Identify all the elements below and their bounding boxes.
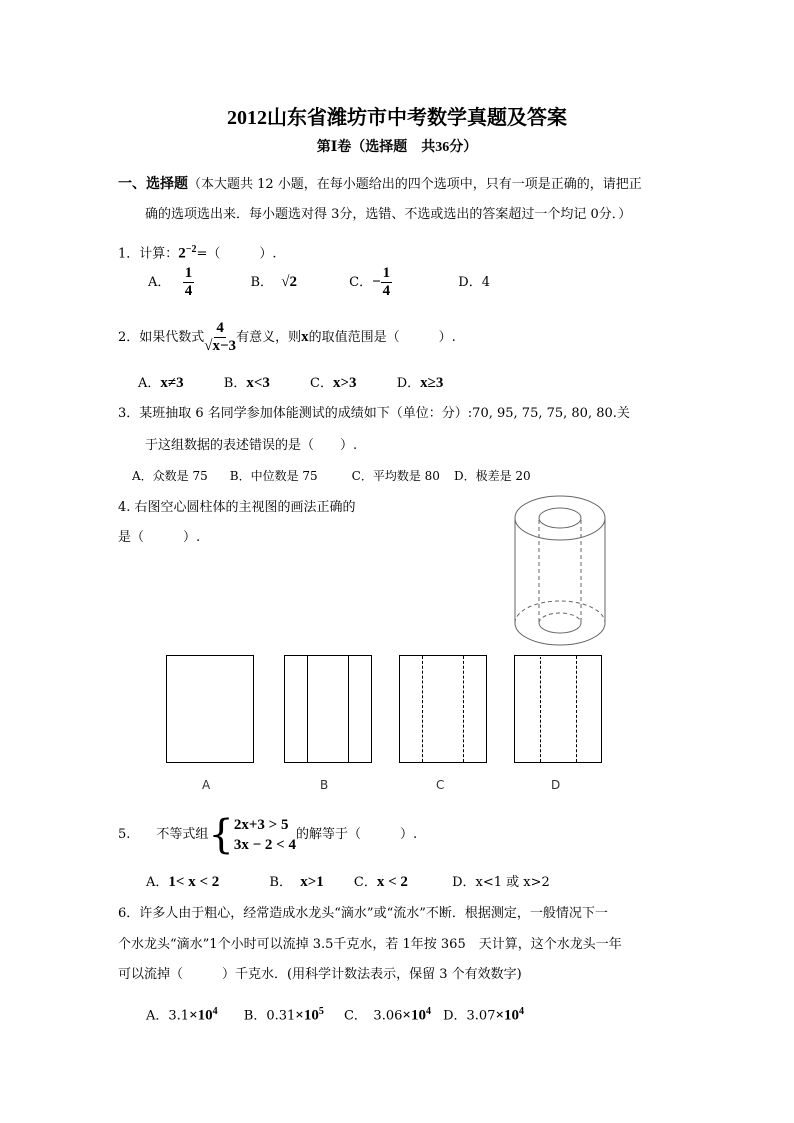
q2-suffix2: 的取值范围是（ ）. <box>308 330 456 345</box>
q6-d-exp: 4 <box>519 1006 525 1017</box>
q4-line2: 是（ ）. <box>118 530 201 545</box>
q2-d-value: x≥3 <box>420 375 444 391</box>
q1-options <box>148 264 490 301</box>
q3-line2: 于这组数据的表述错误的是（ ）. <box>145 438 358 453</box>
q6-option-c: C． 3.06 <box>343 1008 403 1024</box>
q6-line2: 个水龙头“滴水”1个小时可以流掉 3.5千克水，若 1年按 365 天计算，这个水龙头一年 <box>118 937 622 952</box>
q1-option-a: A． <box>148 275 171 290</box>
q2-fraction <box>204 320 236 355</box>
page-title: 2012山东省潍坊市中考数学真题及答案 <box>227 107 567 129</box>
den: 4 <box>184 283 193 299</box>
num: 1 <box>184 265 193 281</box>
intro-text: （本大题共 12 小题，在每小题给出的四个选项中，只有一项是正确的，请把正 <box>188 177 642 192</box>
q5-suffix: 的解等于（ ）. <box>295 827 418 842</box>
q6-line3: 可以流掉（ ）千克水．(用科学计数法表示，保留 3 个有效数字) <box>118 967 522 982</box>
q5-stem <box>118 812 417 858</box>
q2-prefix: 2．如果代数式 <box>118 330 205 345</box>
view-label-b: B <box>320 778 329 792</box>
q4-line1: 4. 右图空心圆柱体的主视图的画法正确的 <box>118 500 356 515</box>
q2-options <box>138 374 443 393</box>
num: 1 <box>382 265 391 281</box>
inequality-1: 2x+3 > 5 <box>233 816 289 833</box>
q6-b-exp: 5 <box>318 1006 324 1017</box>
section-label: 一、选择题 <box>118 177 188 192</box>
q6-a-exp: 4 <box>212 1006 218 1017</box>
q2-option-b: B． <box>223 376 247 391</box>
hollow-cylinder-figure <box>505 490 615 655</box>
q6-a-mult: ×10 <box>189 1007 213 1024</box>
q2-option-d: D． <box>396 376 421 391</box>
q6-c-exp: 4 <box>425 1006 431 1017</box>
q3-option-c: C．平均数是 80 <box>351 469 440 483</box>
q6-d-mult: ×10 <box>495 1007 520 1024</box>
num: 4 <box>216 320 224 336</box>
view-label-c: C <box>436 778 445 792</box>
brace: { <box>208 811 234 858</box>
q3-option-a: A．众数是 75 <box>132 469 208 483</box>
q1-base: 2 <box>178 245 186 262</box>
section-intro-cont: 确的选项选出来．每小题选对得 3分，选错、不选或选出的答案超过一个均记 0分．） <box>145 207 632 222</box>
q1-b-value: √2 <box>281 274 297 290</box>
q1-c-sign: − <box>372 274 381 290</box>
view-label-d: D <box>551 778 561 792</box>
q1-suffix: =（ ）. <box>196 246 277 262</box>
q1-option-d: D．4 <box>458 275 490 290</box>
q5-options <box>146 873 550 892</box>
q2-suffix: 有意义，则 <box>236 330 302 345</box>
view-label-a: A <box>202 778 211 792</box>
q2-var: x <box>301 329 309 345</box>
view-option-d <box>514 655 602 763</box>
q1-a-fraction <box>183 265 195 300</box>
den: √x−3 <box>204 338 237 354</box>
inequality-system <box>208 811 296 858</box>
q1-stem <box>118 241 277 263</box>
q1-option-b: B． <box>250 275 273 290</box>
q6-b-mult: ×10 <box>295 1007 319 1024</box>
q5-option-b: B． <box>269 875 292 890</box>
q3-line1: 3．某班抽取 6 名同学参加体能测试的成绩如下（单位：分）:70, 95, 75, 75, 80, 80.关 <box>118 406 630 421</box>
q6-options <box>146 1003 524 1025</box>
q2-option-a: A． <box>138 376 161 391</box>
q6-option-d: D．3.07 <box>443 1008 496 1024</box>
q1-exp: −2 <box>185 244 197 255</box>
inequality-2: 3x − 2 < 4 <box>233 836 296 853</box>
q6-c-mult: ×10 <box>402 1007 426 1024</box>
q2-c-value: x>3 <box>332 375 357 391</box>
den: 4 <box>382 283 391 299</box>
section-intro <box>118 176 642 194</box>
q5-prefix: 5. 不等式组 <box>118 827 209 842</box>
q6-option-a: A．3.1 <box>146 1008 190 1024</box>
page-subtitle: 第Ⅰ卷（选择题 共36分） <box>316 140 478 155</box>
q2-stem <box>118 318 456 357</box>
q2-option-c: C． <box>310 376 333 391</box>
q3-option-b: B．中位数是 75 <box>229 469 318 483</box>
q1-option-c: C． <box>349 275 373 290</box>
q5-option-a: A． <box>146 875 169 890</box>
q1-prefix: 1．计算： <box>118 246 179 262</box>
q5-a-value: 1< x < 2 <box>168 874 220 890</box>
q1-c-fraction <box>381 265 393 300</box>
q5-option-d: D．x<1 或 x>2 <box>452 875 550 890</box>
q5-c-value: x < 2 <box>376 874 408 890</box>
q2-b-value: x<3 <box>246 375 270 391</box>
q3-option-d: D．极差是 20 <box>453 469 531 483</box>
q2-a-value: x≠3 <box>160 375 184 391</box>
q5-option-c: C． <box>353 875 377 890</box>
q3-options <box>132 467 531 485</box>
q5-b-value: x>1 <box>300 874 324 890</box>
q6-line1: 6．许多人由于粗心，经常造成水龙头“滴水”或“流水”不断．根据测定，一般情况下一 <box>118 906 608 921</box>
view-option-b <box>284 655 372 763</box>
view-option-c <box>399 655 487 763</box>
view-option-a <box>166 655 254 763</box>
q6-option-b: B．0.31 <box>243 1008 296 1024</box>
